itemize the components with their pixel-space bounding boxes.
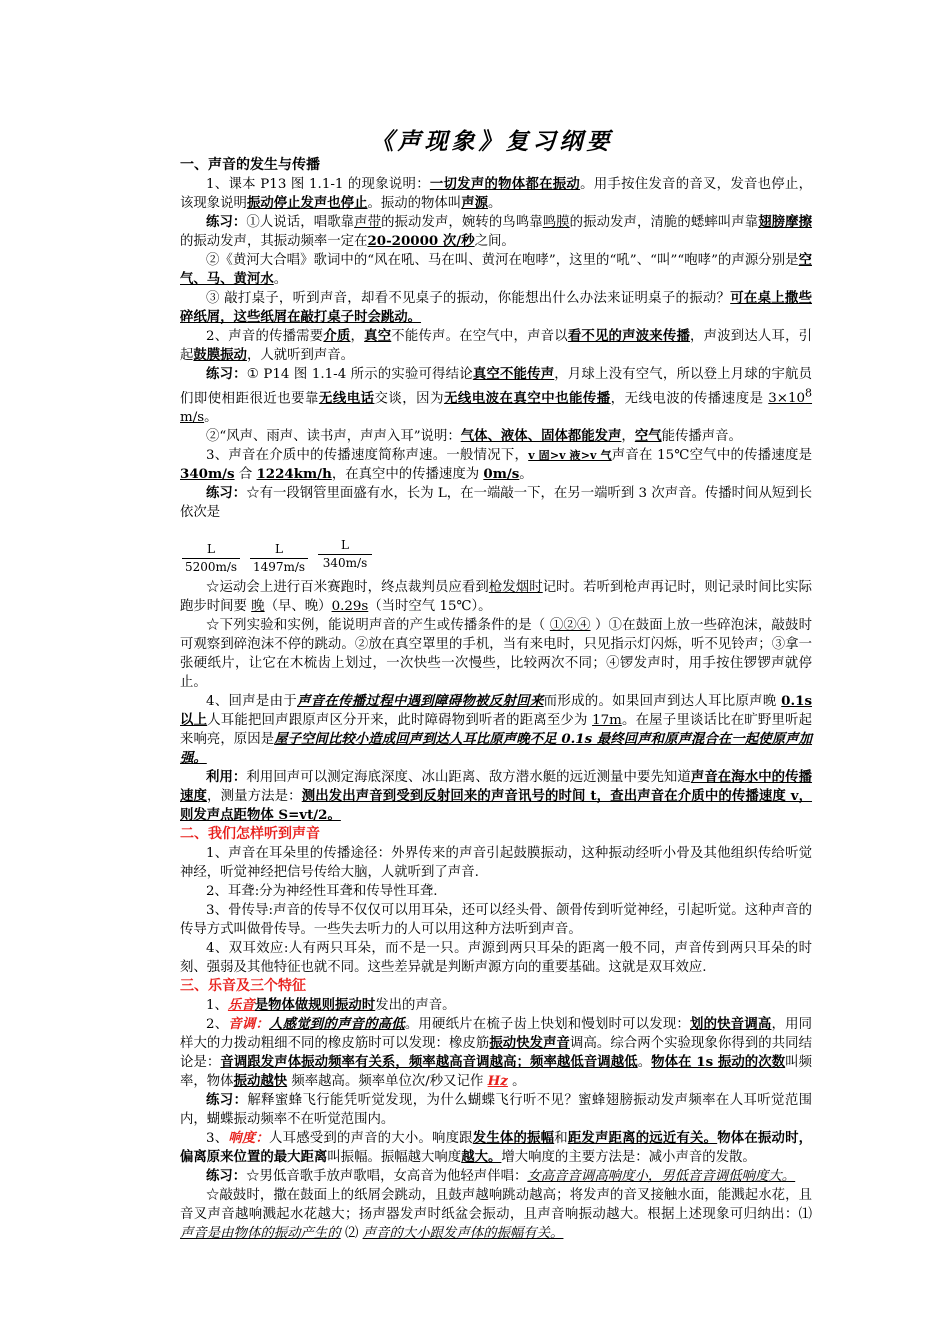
text: 2、声音的传播需要 (206, 329, 324, 344)
s1-paragraph-1 (172, 175, 812, 213)
s3-paragraph-1 (172, 996, 812, 1015)
answer: 无线电波在真空中也能传播 (443, 390, 611, 407)
exponent: 8 (805, 387, 813, 400)
answer: 物体在 1s 振动的次数 (651, 1054, 786, 1071)
s1-exercise-4 (172, 365, 812, 427)
text: 。振动的物体叫 (367, 196, 462, 211)
fraction-denominator: 5200m/s (182, 558, 240, 575)
text: ，在真空中的传播速度为 (331, 467, 484, 483)
fraction-denominator: 1497m/s (250, 558, 308, 575)
answer: 振动越快 (233, 1073, 288, 1090)
text: ☆敲鼓时，撒在鼓面上的纸屑会跳动，且鼓声越响跳动越高；将发声的音叉接触水面，能溅起水花，且音叉声音越响溅起水花越大；扬声器发声时纸盆会振动，且声音响振动越大。根据上述现象可归纳出：⑴ (180, 1188, 812, 1223)
text: 的振动发声，其振动频率一定在 (180, 234, 368, 249)
text: 2、 (206, 1017, 229, 1033)
answer: 0.29s (331, 599, 369, 615)
text: 之间。 (474, 234, 515, 249)
page-title: 《声现象》复习纲要 (370, 128, 614, 155)
text: 和 (554, 1131, 568, 1147)
text: 3、声音在介质中的传播速度简称声速。一般情况下， (206, 448, 529, 464)
text: 交谈，因为 (374, 391, 444, 407)
text: ， (621, 429, 635, 445)
answer: 声音在传播过程中遇到障碍物被反射回来 (297, 693, 544, 710)
exercise-label: 练习： (206, 214, 247, 230)
answer: 是物体做规则振动时 (254, 997, 376, 1014)
text: ③ 敲打桌子，听到声音，却看不见桌子的振动，你能想出什么办法来证明桌子的振动？ (206, 291, 731, 306)
fraction-numerator: L (207, 542, 215, 557)
fraction (182, 540, 240, 575)
exercise-label: 练习： (206, 485, 247, 502)
s1-paragraph-5 (172, 768, 812, 825)
s3-paragraph-2 (172, 1015, 812, 1091)
text: 4、回声是由于 (206, 694, 298, 710)
text: ，人就听到声音。 (246, 348, 355, 363)
answer: Hz (487, 1073, 508, 1090)
text: ☆男低音歌手放声歌唱，女高音为他轻声伴唱： (246, 1169, 528, 1185)
answer: 1224km/h (256, 466, 332, 483)
s1-paragraph-3 (172, 446, 812, 484)
s3-exercise-1 (172, 1091, 812, 1129)
s1-exercise-8 (172, 616, 812, 692)
text: 合 (234, 467, 257, 483)
text: 。用硬纸片在梳子齿上快划和慢划时可以发现： (404, 1017, 690, 1033)
answer: 人感觉到的声音的高低 (269, 1016, 405, 1033)
answer: 可在桌上撒些碎纸屑，这些纸屑在敲打桌子时会跳动。 (180, 290, 812, 325)
answer: 鼓膜振动 (193, 347, 247, 363)
text: 。 (487, 196, 502, 211)
answer: 发生体的振幅 (472, 1130, 555, 1147)
text: ，测量方法是： (207, 789, 302, 805)
answer: 屋子空间比较小造成回声到达人耳比原声晚不足 0.1s 最终回声和原声混合在一起使原声加强。 (180, 731, 813, 767)
text: ②“风声、雨声、读书声，声声入耳”说明： (206, 429, 461, 445)
exercise-label: 练习： (206, 366, 247, 382)
s1-paragraph-4 (172, 692, 812, 768)
exercise-label: 练习： (206, 1168, 247, 1185)
answer: 测出发出声音到受到反射回来的声音讯号的时间 t，查出声音在介质中的传播速度 v，则发声点距物体 S=vt/2。 (180, 788, 813, 824)
text: 1、课本 P13 图 1.1-1 的现象说明： (206, 177, 430, 192)
text: ☆运动会上进行百米赛跑时，终点裁判员应看到 (206, 580, 489, 596)
s1-exercise-2 (172, 251, 812, 289)
answer: 无线电话 (318, 390, 375, 407)
answer: 0.1s 以上 (180, 693, 812, 729)
answer: 声音在海水中的传播速度 (180, 769, 813, 805)
fraction-row (172, 522, 812, 578)
text: 能传播声音。 (661, 429, 742, 445)
text: 。 (637, 1055, 652, 1071)
answer: 女高音音调高响度小，男低音音调低响度大。 (527, 1169, 796, 1185)
answer: 声音的大小跟发声体的振幅有关。 (362, 1226, 564, 1242)
s1-paragraph-2 (172, 327, 812, 365)
answer: 振动快发声音 (489, 1035, 571, 1052)
answer: 物体在振动时，偏离原来位置的最大距离 (180, 1130, 813, 1166)
text: 。 (507, 1074, 526, 1090)
text: ☆下列实验和实例，能说明声音的产生或传播条件的是（ (206, 618, 550, 634)
answer: 鸣膜 (542, 215, 570, 230)
s2-paragraph-3: 3、骨传导:声音的传导不仅仅可以用耳朵，还可以经头骨、颌骨传到听觉神经，引起听觉。这种声音的传导方式叫做骨传导。一些失去听力的人可以用这种方法听到声音。 (180, 903, 812, 938)
answer: 振动停止发声也停止 (246, 195, 368, 211)
s2-paragraph-4: 4、双耳效应:人有两只耳朵，而不是一只。声源到两只耳朵的距离一般不同，声音传到两只耳朵的时刻、强弱及其他特征也就不同。这些差异就是判断声源方向的重要基础。这就是双耳效应. (180, 941, 812, 976)
usage-label: 利用： (206, 769, 247, 786)
answer: 越大。 (461, 1149, 502, 1166)
answer: 音调跟发声体振动频率有关系，频率越高音调越高；频率越低音调越低 (220, 1054, 638, 1071)
answer: 声源 (461, 195, 488, 211)
text: 声音在 15℃空气中的传播速度是 (611, 448, 812, 464)
answer: 340m/s (180, 466, 235, 483)
text: 调高。综合两个实验现象你得到的共同结论是： (180, 1036, 813, 1071)
section-2-heading: 二、我们怎样听到声音 (180, 826, 320, 843)
text: ，声波到达人耳，引起 (180, 329, 813, 363)
text: 叫振幅。振幅越大响度 (327, 1150, 462, 1166)
text: 频率越高。频率单位次/秒又记作 (287, 1074, 488, 1090)
answer: 一切发声的物体都在振动 (429, 176, 581, 192)
answer: 划的快音调高 (690, 1016, 772, 1033)
answer: 气体、液体、固体都能发声 (460, 428, 622, 445)
text: 人耳能把回声跟原声区分开来，此时障碍物到听者的距离至少为 (207, 713, 593, 729)
document-page (172, 128, 812, 1243)
fraction-denominator: 340m/s (318, 554, 372, 571)
text: 记时。若听到枪声再记时，则记录时间比实际跑步时间要 (180, 580, 813, 615)
term: 响度： (228, 1130, 270, 1147)
text: m/s (180, 410, 205, 426)
section-3-heading: 三、乐音及三个特征 (180, 978, 306, 995)
answer: 真空 (364, 328, 392, 344)
answer: ①②④ (549, 618, 591, 634)
text: ① P14 图 1.1-4 所示的实验可得结论 (246, 367, 473, 382)
text: 解释蜜蜂飞行能凭听觉发现，为什么蝴蝶飞行听不见？蜜蜂翅膀振动发声频率在人耳听觉范围内，蝴蝶振动频率不在听觉范围内。 (180, 1093, 813, 1128)
text: ☆有一段钢管里面盛有水，长为 L，在一端敲一下，在另一端听到 3 次声音。传播时间从短到长依次是 (180, 486, 813, 521)
text: 不能传声。在空气中，声音以 (391, 329, 568, 344)
text: 。 (519, 467, 533, 483)
answer: 声音是由物体的振动产生的 (180, 1226, 341, 1242)
s1-exercise-5 (172, 427, 812, 446)
s2-paragraph-2: 2、耳聋:分为神经性耳聋和传导性耳聋. (206, 884, 438, 900)
fraction-numerator: L (275, 542, 283, 557)
s3-exercise-2 (172, 1167, 812, 1186)
section-1-heading: 一、声音的发生与传播 (180, 157, 320, 173)
text: ）①在鼓面上放一些碎泡沫，敲鼓时可观察到碎泡沫不停的跳动。②放在真空罩里的手机，当有来电时，只见指示灯闪烁，听不见铃声；③拿一张硬纸片，让它在木梳齿上划过，一次快些一次慢些，比较两次不同；④锣发声时，用手按住锣锣声就停止。 (180, 618, 812, 691)
fraction (250, 540, 308, 575)
text: ②《黄河大合唱》歌词中的“风在吼、马在叫、黄河在咆哮”，这里的“吼”、“叫”“咆哮”的声源分别是 (206, 253, 799, 268)
text: 1、 (206, 998, 228, 1014)
answer: 介质 (323, 328, 351, 344)
text: 而形成的。如果回声到达人耳比原声晚 (543, 694, 782, 710)
answer: 距发声距离的远近有关。 (567, 1130, 718, 1147)
answer: 翅膀摩擦 (758, 214, 813, 230)
answer: 空气 (634, 428, 662, 445)
s2-paragraph-1: 1、声音在耳朵里的传播途径：外界传来的声音引起鼓膜振动，这种振动经听小骨及其他组织传给听觉神经，听觉神经把信号传给大脑，人就听到了声音. (180, 846, 812, 881)
text: 人耳感受到的声音的大小。响度跟 (269, 1131, 473, 1147)
text: ①人说话，唱歌靠 (246, 215, 355, 230)
answer: 看不见的声波来传播 (567, 328, 691, 344)
fraction-numerator: L (341, 538, 349, 553)
answer: 空气、马、黄河水 (180, 252, 812, 287)
text: ⑵ (340, 1226, 363, 1242)
text: ，用同样大的力拨动粗细不同的橡皮筋时可以发现：橡皮筋 (180, 1017, 813, 1052)
exercise-label: 练习： (206, 1092, 248, 1109)
answer: 17m (592, 713, 622, 729)
text: 3、 (206, 1131, 229, 1147)
s1-exercise-7 (172, 578, 812, 616)
text: ， (350, 329, 365, 344)
answer: v 固>v 液>v 气 (528, 449, 612, 463)
answer: 20-20000 次/秒 (367, 233, 475, 249)
text: （早、晚） (264, 599, 332, 615)
s3-exercise-3 (172, 1186, 812, 1243)
text: ，月球上没有空气，所以登上月球的宇航员们即使相距很近也要靠 (180, 367, 813, 407)
text: 的振动发声，婉转的鸟鸣靠 (381, 215, 543, 230)
text: 。 (204, 410, 218, 426)
text: 的振动发声，清脆的蟋蟀叫声靠 (569, 215, 759, 230)
term: 音调： (228, 1016, 270, 1033)
answer: 枪发烟时 (488, 580, 543, 596)
text: 。在屋子里谈话比在旷野里听起来响亮，原因是 (180, 713, 813, 748)
text: 。 (273, 272, 288, 287)
s1-exercise-6 (172, 484, 812, 522)
answer: 声带 (354, 215, 382, 230)
text: （当时空气 15℃）。 (368, 599, 492, 615)
answer: 真空不能传声 (472, 366, 555, 382)
answer: 晚 (251, 599, 265, 615)
s1-exercise-1 (172, 213, 812, 251)
s1-exercise-3 (172, 289, 812, 327)
term: 乐音 (227, 997, 255, 1014)
fraction (318, 536, 372, 571)
text: 3×10 (768, 391, 806, 407)
text: 。用手按住发音的音叉，发音也停止，该现象说明 (180, 177, 813, 211)
text: ，无线电波的传播速度是 (610, 391, 769, 407)
s3-paragraph-3 (172, 1129, 812, 1167)
text: 叫频率，物体 (180, 1055, 813, 1090)
text: 增大响度的主要方法是：减小声音的发散。 (501, 1150, 756, 1166)
answer: 0m/s (483, 466, 520, 483)
text: 发出的声音。 (375, 998, 456, 1014)
text: 利用回声可以测定海底深度、冰山距离、敌方潜水艇的远近测量中要先知道 (246, 770, 691, 786)
